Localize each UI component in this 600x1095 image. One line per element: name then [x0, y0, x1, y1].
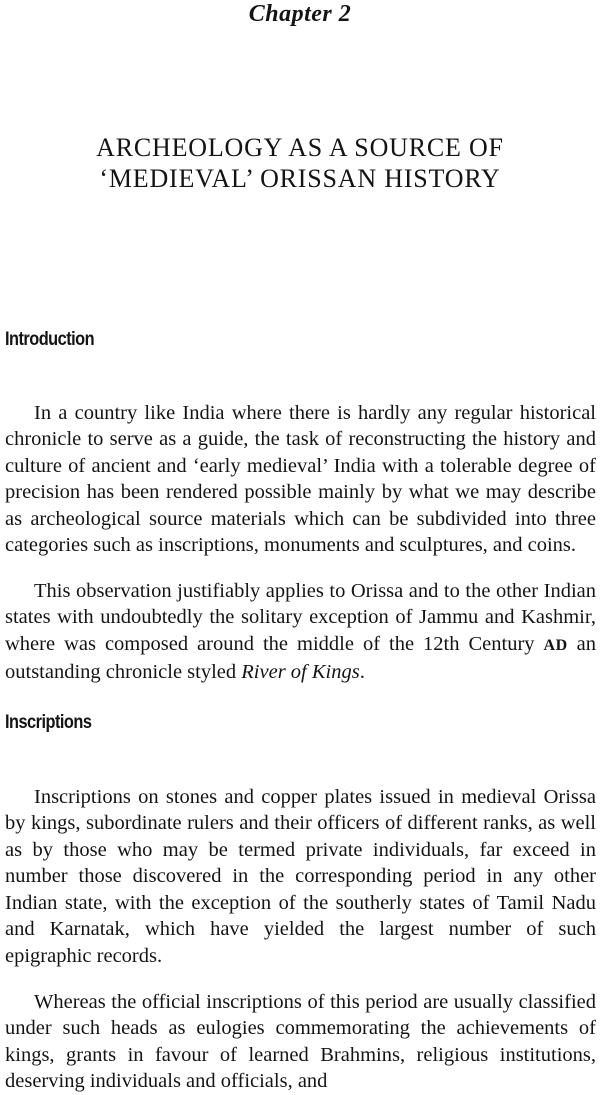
paragraph-text: This observation justifiably applies to Orissa and to the other Indian states with undoubtedly the solitary exception of Jammu and Kashmir, where was composed around the middle of the 12th Century	[5, 579, 596, 655]
inscriptions-paragraph-2: Whereas the official inscriptions of this period are usually classified under such heads as eulogies commemorating the achievements of kings, grants in favour of learned Brahmins, religious institutions, deserving individuals and officials, and	[5, 990, 596, 1092]
section-heading-inscriptions: Inscriptions	[5, 712, 92, 733]
book-title: River of Kings	[241, 661, 360, 683]
paragraph-text: an outstanding chronicle styled	[5, 632, 596, 683]
chapter-title-line-1: ARCHEOLOGY AS A SOURCE OF	[96, 133, 504, 162]
inscriptions-paragraph-1: Inscriptions on stones and copper plates issued in medieval Orissa by kings, subordinate rulers and their officers of different ranks, as well as by those who may be termed private individuals, far exceed in number those discovered in the corresponding period in any other Indian state, with the exception of the southerly states of Tamil Nadu and Karnatak, which have yielded the largest number of such epigraphic records.	[5, 785, 596, 967]
era-abbreviation: AD	[543, 636, 568, 654]
chapter-title-line-2: ‘MEDIEVAL’ ORISSAN HISTORY	[99, 164, 501, 193]
chapter-label: Chapter 2	[248, 1, 352, 27]
paragraph-text: .	[359, 661, 365, 683]
introduction-paragraph-2	[5, 578, 596, 686]
section-heading-introduction: Introduction	[5, 329, 95, 350]
introduction-paragraph-1: In a country like India where there is hardly any regular historical chronicle to serve as a guide, the task of reconstructing the history and culture of ancient and ‘early medieval’ India with a tolerable degree of precision has been rendered possible mainly by what we may describe as archeological source materials which can be subdivided into three categories such as inscriptions, monuments and sculptures, and coins.	[5, 401, 596, 556]
